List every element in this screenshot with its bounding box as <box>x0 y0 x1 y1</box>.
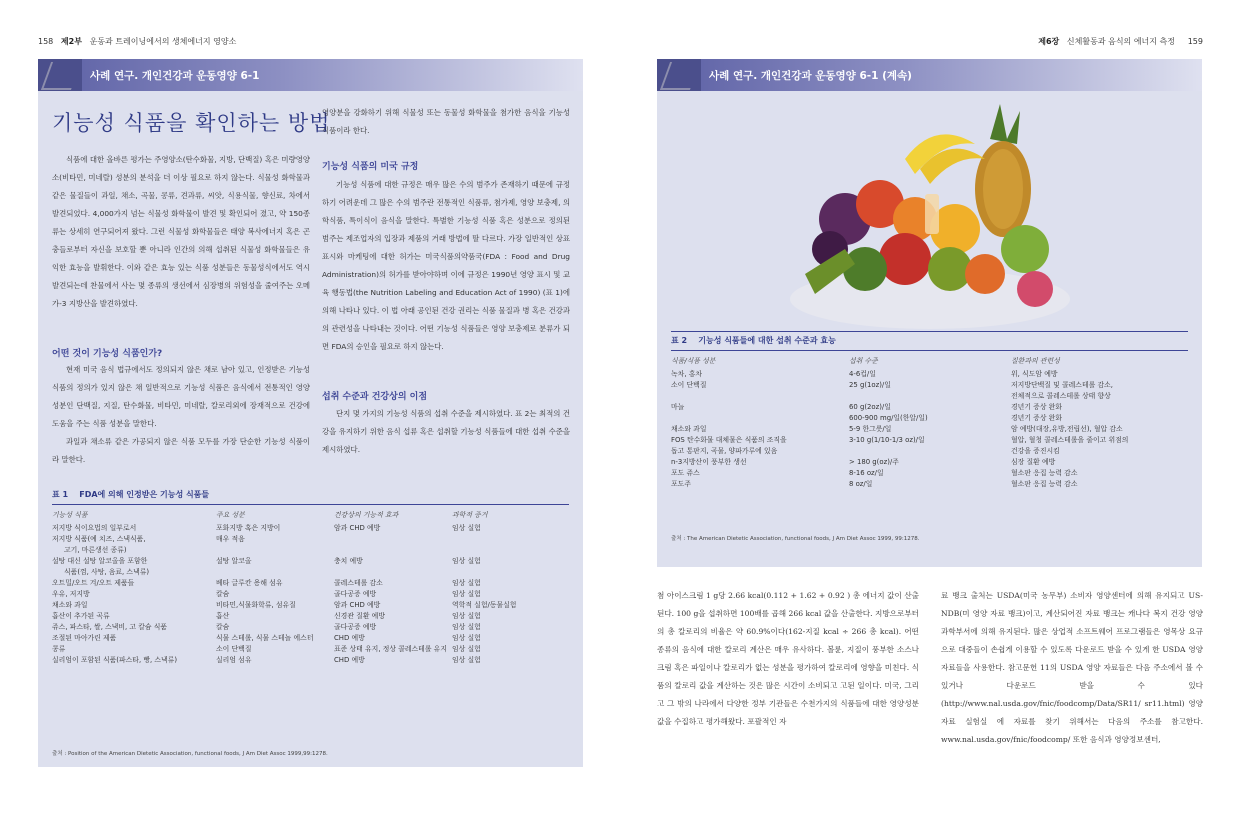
table-row <box>52 522 569 533</box>
table-cell: 포도주 <box>671 480 691 488</box>
table-cell: 600-900 mg/일(한알/일) <box>849 414 928 422</box>
table2-header-rule <box>671 350 1188 351</box>
table-cell: 설탕 알코올 <box>216 557 252 565</box>
body-column-left: 첨 아이스크림 1 g당 2.66 kcal(0.112 + 1.62 + 0.92 ) 총 에너지 값이 산출된다. 100 g을 섭취하면 100배를 곱해 266 kcal 값을 산출한다. 지방으로부터의 총 칼로리의 비율은 약 60.9%이다(162-지질 kcal ÷ 266 총 kcal). 어떤 종류의 음식에 대한 칼로리 계산은 매우 유사하다. 볼륜, 지질이 풍부한 소스나 크림 혹은 파일이나 칼로리가 없는 성분을 평가하여 칼로리에 영향을 미친다. 식품의 칼로리 값을 계산하는 것은 많은 시간이 소비되고 고된 일이다. 미국, 그리고 그 밖의 나라에서 다양한 정부 기관들은 수천가지의 식품들에 대한 영양성분 값을 수집하고 평가해왔다. 포괄적인 자 <box>657 591 919 726</box>
table2-header-cell: 섭취 수준 <box>849 357 878 365</box>
table-cell: 8-16 oz/일 <box>849 469 884 477</box>
table-cell: 임상 실험 <box>452 557 481 565</box>
right-page-number: 159 <box>1187 37 1203 46</box>
left-band-title: 사례 연구. 개인건강과 운동영양 6-1 <box>90 70 260 82</box>
col2-heading-1: 기능성 식품의 미국 규정 <box>322 162 419 172</box>
table-cell: 25 g(1oz)/일 <box>849 381 891 389</box>
table-cell: 마늘 <box>671 403 685 411</box>
table-cell: 베타 글루칸 용해 섬유 <box>216 579 283 587</box>
table-cell: 채소와 과일 <box>671 425 707 433</box>
right-running-title: 신체활동과 음식의 에너지 측정 <box>1066 37 1175 46</box>
table-cell: 채소와 과일 <box>52 601 88 609</box>
right-band-title: 사례 연구. 개인건강과 운동영양 6-1 (계속) <box>709 70 912 82</box>
table-cell: 저지방 식품(예 치즈, 스낵식품, <box>52 535 146 543</box>
table-cell: 콩류 <box>52 645 66 653</box>
col2-paragraph-1: 기능성 식품에 대한 규정은 매우 많은 수의 범주가 존재하기 때문에 규정하기 어려운데 그 많은 수의 범주란 전통적인 식품류, 첨가제, 영양 보충제, 의학식품, 특이식이 음식을 말한다. 특별한 기능성 식품 혹은 성분으로 정의된 범주는 제조업자의 입장과 제품의 거래 방법에 딸 다르다. 가장 일반적인 상표표시와 마케팅에 대한 허가는 미국식품의약품국(FDA : Food and Drug Administration)의 허가를 받아야하며 이에 규정은 1990년 영양 표시 및 교육 행동법(the Nutrition Labeling and Education Act of 1990) (표 1)에 의해 나타나 있다. 이 법 아래 공인된 건강 권리는 식품 물질과 병 혹은 건강과의 관련성을 나타내는 것이다. 어떤 기능성 식품들은 영양 보충제로 분류가 되면 FDA의 승인을 필요로 하지 않는다. <box>322 180 570 351</box>
table-row <box>671 390 1188 401</box>
table-row <box>52 632 569 643</box>
table-cell: 녹차, 홍차 <box>671 370 703 378</box>
table-cell: 우유, 저지방 <box>52 590 90 598</box>
col2-paragraph-2: 단지 몇 가지의 기능성 식품의 섭취 수준을 제시하였다. 표 2는 최적의 건강을 유지하기 위한 음식 섭류 혹은 섭취할 기능성 식품들에 대한 섭취 수준을 제시하였다. <box>322 409 570 454</box>
table-cell: 5-9 한그릇/일 <box>849 425 892 433</box>
table-cell: 4-6컵/일 <box>849 370 876 378</box>
table-row <box>52 566 569 577</box>
table-row <box>671 434 1188 445</box>
table-cell: 혈소판 응집 능력 감소 <box>1011 469 1078 477</box>
table-row <box>671 368 1188 379</box>
right-page-header <box>1038 36 1203 47</box>
table-cell: 포도 쥬스 <box>671 469 700 477</box>
table-row <box>671 467 1188 478</box>
table-cell: 저지방단백질 및 콜레스테롤 감소, <box>1011 381 1113 389</box>
col2-heading-2: 섭취 수준과 건강상의 이점 <box>322 392 428 402</box>
main-title: 기능성 식품을 확인하는 방법 <box>52 111 331 135</box>
table-cell: 임상 실험 <box>452 634 481 642</box>
table-cell: 실리엄이 포함된 식품(파스타, 빵, 스낵류) <box>52 656 178 664</box>
table2-header-cell: 질환과의 관련성 <box>1011 357 1060 365</box>
table-cell: 돕고 통판지, 곡물, 양파가루에 있음 <box>671 447 778 455</box>
table-cell: 암과 CHD 예방 <box>334 524 381 532</box>
table-cell: 신경관 질환 예방 <box>334 612 385 620</box>
table-cell: 저지방 식이요법의 일부로서 <box>52 524 137 532</box>
table-cell: CHD 예방 <box>334 656 365 664</box>
table-cell: 전체적으로 콜레스테롤 상태 향상 <box>1011 392 1111 400</box>
table-cell: 3-10 g(1/10-1/3 oz)/일 <box>849 436 925 444</box>
table-row <box>671 423 1188 434</box>
table-cell: 60 g(2oz)/일 <box>849 403 891 411</box>
table-cell: 암과 CHD 예방 <box>334 601 381 609</box>
table-cell: 비타민,식물화학류, 섬유질 <box>216 601 296 609</box>
table1-label: 표 1 <box>52 490 69 499</box>
table-cell: 포화지방 혹은 지방이 <box>216 524 281 532</box>
table-cell: 표준 상태 유지, 정상 콜레스테롤 유지 <box>334 645 447 653</box>
table2-source: 출처 : The American Dietetic Association, functional foods, J Am Diet Assoc 1999, 99:1278. <box>671 536 920 542</box>
table-cell: 흡산 <box>216 612 230 620</box>
table-cell: 임상 실험 <box>452 590 481 598</box>
fruit-vegetable-photo <box>785 99 1075 339</box>
table-cell: 쥬스, 파스타, 쌀, 스낵비, 고 칼슘 식품 <box>52 623 168 631</box>
table-cell: 암 예방(대장,유방,전립선), 혈압 감소 <box>1011 425 1123 433</box>
table-row <box>52 621 569 632</box>
left-running-title: 운동과 트레이닝에서의 생체에너지 영양소 <box>89 37 237 46</box>
table-cell: 매우 적음 <box>216 535 245 543</box>
table-row <box>52 544 569 555</box>
table-cell: 심장 질환 예방 <box>1011 458 1056 466</box>
table1-top-rule <box>52 504 569 505</box>
table2 <box>671 355 1188 535</box>
table-cell: 실리엄 섬유 <box>216 656 252 664</box>
left-page-number: 158 <box>38 37 54 46</box>
table-cell: 칼슘 <box>216 623 230 631</box>
table-cell: CHD 예방 <box>334 634 365 642</box>
table-cell: 식물 스테롤, 식물 스테놀 에스터 <box>216 634 314 642</box>
table-cell: 임상 실험 <box>452 612 481 620</box>
table-cell: 임상 실험 <box>452 656 481 664</box>
table-cell: 임상 실험 <box>452 623 481 631</box>
table-cell: 임상 실험 <box>452 579 481 587</box>
table1-header-cell: 건강상의 기능적 효과 <box>334 511 399 519</box>
table-row <box>52 643 569 654</box>
table-cell: 골다공증 예방 <box>334 590 377 598</box>
table-cell: 혈소판 응집 능력 감소 <box>1011 480 1078 488</box>
right-case-study-panel <box>657 59 1202 567</box>
table1 <box>52 509 569 739</box>
table-cell: 설탕 대신 설탕 알코올을 포함한 <box>52 557 148 565</box>
table1-header-cell: 기능성 식품 <box>52 511 88 519</box>
body-column-right: 료 뱅크 출처는 USDA(미국 농무부) 소비자 영양센터에 의해 유지되고 US-NDB(미 영양 자료 뱅크)이고, 계산되어진 자료 뱅크는 캐나다 복지 건강 영양 과학부서에 의해 유지된다. 많은 상업적 소프트웨어 프로그램들은 영목상 요규으로 대중들이 손쉽게 이용할 수 있도록 다운로드 받을 수 있게 한 USDA 영양 자료들을 사용한다. 참고문헌 11의 USDA 영양 자료들은 다음 주소에서 볼 수 있거나 다운로드 받을 수 있다(http://www.nal.usda.gov/fnic/foodcomp/Data/SR11/ sr11.html) 영양 자료 실험실 에 자료를 찾기 위해서는 다음의 주소를 참고한다. www.nal.usda.gov/fnic/foodcomp/ 또한 음식과 영양정보센터, <box>941 591 1203 744</box>
table-cell: 충치 예방 <box>334 557 363 565</box>
table-cell: 오트밀/오트 겨/오트 제품들 <box>52 579 135 587</box>
table-row <box>671 379 1188 390</box>
table2-label: 표 2 <box>671 336 688 345</box>
table2-title: 기능성 식품들에 대한 섭취 수준과 효능 <box>698 336 836 345</box>
table1-title: FDA에 의해 인정받은 기능성 식품들 <box>79 490 210 499</box>
table-cell: 식품(껌, 사탕, 음료, 스낵류) <box>64 568 150 576</box>
table-row <box>671 445 1188 456</box>
table1-header-row <box>52 509 569 520</box>
left-case-study-panel <box>38 59 583 767</box>
left-panel-band <box>38 59 583 91</box>
table-row <box>671 401 1188 412</box>
table-cell: 임상 실험 <box>452 645 481 653</box>
table-cell: 건강을 증진시킴 <box>1011 447 1060 455</box>
right-chapter-label: 제6장 <box>1038 37 1060 46</box>
table-row <box>671 478 1188 489</box>
col1-heading: 어떤 것이 기능성 식품인가? <box>52 349 163 359</box>
table1-header-cell: 과학적 증거 <box>452 511 488 519</box>
table2-header-cell: 식품/식품 성분 <box>671 357 716 365</box>
table-cell: FOS 탄수화물 대체물은 식품의 조직을 <box>671 436 787 444</box>
table-row <box>52 599 569 610</box>
table1-source: 출처 : Position of the American Dietetic Association, functional foods, J Am Diet Assoc 1999,99:1278. <box>52 751 328 757</box>
left-page-header <box>38 36 236 47</box>
table-cell: 흡산이 추가된 곡류 <box>52 612 110 620</box>
table-cell: 골다공증 예방 <box>334 623 377 631</box>
col2-paragraph-0: 영양분을 강화하기 위해 식물성 또는 동물성 화학물을 첨가한 음식을 기능성 식품이라 한다. <box>322 108 570 135</box>
runner-logo <box>657 59 701 91</box>
runner-logo <box>38 59 82 91</box>
table-cell: > 180 g(oz)/주 <box>849 458 899 466</box>
table-cell: 소이 단백질 <box>216 645 252 653</box>
table1-header-cell: 주요 성분 <box>216 511 245 519</box>
right-panel-band <box>657 59 1202 91</box>
table-cell: 8 oz/일 <box>849 480 873 488</box>
col1-paragraph-2: 현재 미국 음식 법규에서도 정의되지 않은 채로 남아 있고, 인정받은 기능성 식품의 정의가 있지 않은 채 일반적으로 기능성 식품은 음식에서 전통적인 영양성분인 단백질, 지질, 탄수화물, 비타민, 미네랄, 칼로리외에 장재적으로 건강에 도움을 주는 식품 성분을 말한다. <box>52 365 310 428</box>
table-cell: 소이 단백질 <box>671 381 707 389</box>
table-row <box>52 588 569 599</box>
table-row <box>671 412 1188 423</box>
col1-paragraph-1: 식품에 대한 올바른 평가는 주영양소(탄수화물, 지방, 단백질) 혹은 미량영양소(비타민, 미네랄) 성분의 분석을 더 이상 필요로 하지 않는다. 식물성 화학물과 같은 물질들이 과일, 채소, 곡물, 콩류, 견과류, 씨앗, 식용식물, 향신료, 차에서 발견되었다. 4,000가지 넘는 식물성 화학물이 발견 및 확인되어 졌고, 약 150종류는 상세히 연구되어져 왔다. 그런 식물성 화학물들은 태양 복사에너지 혹은 곤충들로부터 자신을 보호할 뿐 아니라 인간의 의해 섭취된 식물성 화학물들은 유익한 효능을 발휘한다. 이와 같은 효능 있는 식품 성분들은 동물성식에서도 역시 발견되는데 찬물에서 사는 몇 종류의 생선에서 심장병의 위험성을 줄여주는 오메가-3 지방산을 발견하였다. <box>52 155 310 308</box>
table-row <box>52 577 569 588</box>
table-cell: 콜레스테롤 감소 <box>334 579 383 587</box>
table-cell: 경년기 증상 완화 <box>1011 403 1062 411</box>
table2-caption <box>671 335 836 346</box>
table-cell: 고기, 마른생선 종류) <box>64 546 127 554</box>
table-cell: n-3지방산이 풍부한 생선 <box>671 458 747 466</box>
table-row <box>52 555 569 566</box>
table-cell: 조절된 마아가린 제품 <box>52 634 117 642</box>
table2-header-row <box>671 355 1188 366</box>
table-cell: 경년기 증상 완화 <box>1011 414 1062 422</box>
table-row <box>52 533 569 544</box>
table-row <box>52 654 569 665</box>
table-cell: 칼슘 <box>216 590 230 598</box>
left-part-label: 제2부 <box>60 37 82 46</box>
col1-paragraph-3: 과일과 채소류 같은 가공되지 않은 식품 모두를 가장 단순한 기능성 식품이라 말한다. <box>52 437 310 464</box>
table-cell: 임상 실험 <box>452 524 481 532</box>
table-row <box>52 610 569 621</box>
table1-caption <box>52 489 209 500</box>
table-cell: 위, 식도암 예방 <box>1011 370 1058 378</box>
table-cell: 역학적 실험/동물실험 <box>452 601 517 609</box>
table-cell: 혈압, 혈청 콜레스테롤을 줄이고 위점의 <box>1011 436 1129 444</box>
table2-top-rule <box>671 331 1188 332</box>
table-row <box>671 456 1188 467</box>
